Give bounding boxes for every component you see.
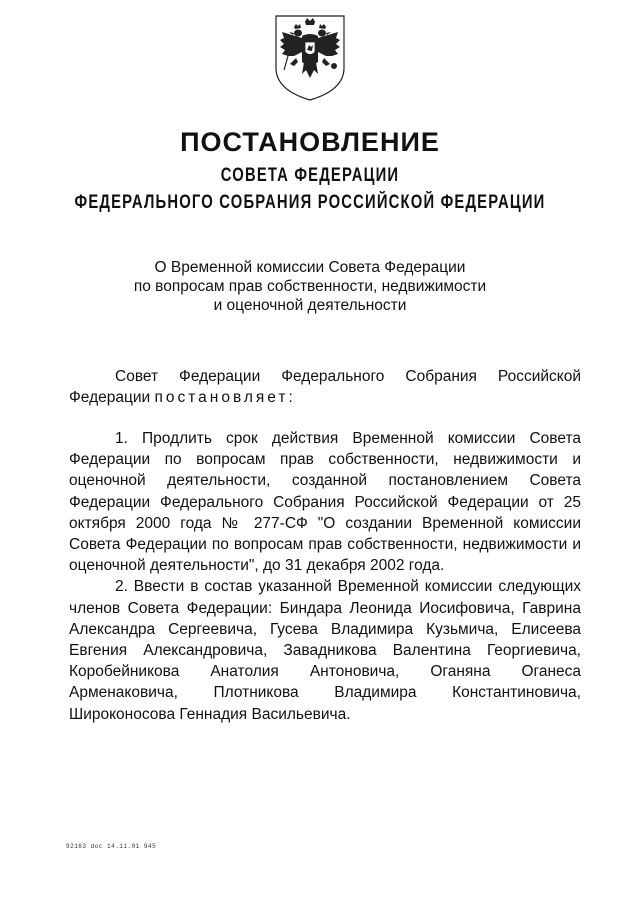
subject-line: и оценочной деятельности <box>213 297 407 314</box>
resolves-word: постановляет: <box>154 389 296 407</box>
subject-line: О Временной комиссии Совета Федерации <box>154 259 466 276</box>
document-footer-code: 92163 doc 14.11.01 945 <box>66 843 157 850</box>
issuer-line-2: ФЕДЕРАЛЬНОГО СОБРАНИЯ РОССИЙСКОЙ ФЕДЕРАЦИИ <box>74 192 546 213</box>
double-headed-eagle-icon <box>272 12 348 102</box>
resolution-item-1: 1. Продлить срок действия Временной комиссии Совета Федерации по вопросам прав собственности, недвижимости и оценочной деятельности, созданной постановлением Совета Федерации Федерального Собрания Российской Федерации от 25 октября 2000 года № 277-СФ "О создании Временной комиссии Совета Федерации по вопросам прав собственности, недвижимости и оценочной деятельности", до 31 декабря 2002 года. <box>69 430 581 575</box>
intro-prefix: Совет Федерации Федерального Собрания Российской Федерации <box>69 368 581 407</box>
resolution-item-2: 2. Ввести в состав указанной Временной комиссии следующих членов Совета Федерации: Биндара Леонида Иосифовича, Гаврина Александра Сергеевича, Гусева Владимира Кузьмича, Елисеева Евгения Александровича, Завадникова Валентина Георгиевича, Коробейникова Анатолия Антоновича, Оганяна Оганеса Арменаковича, Плотникова Владимира Константиновича, Широконосова Геннадия Васильевича. <box>69 578 581 723</box>
issuer-line-1: СОВЕТА ФЕДЕРАЦИИ <box>220 165 400 186</box>
coat-of-arms-emblem <box>272 12 348 102</box>
document-title: ПОСТАНОВЛЕНИЕ <box>180 127 440 157</box>
intro-text <box>69 366 581 408</box>
subject-line: по вопросам прав собственности, недвижимости <box>133 278 487 295</box>
resolution-items <box>69 428 581 725</box>
intro-paragraph <box>69 366 581 408</box>
document-subject <box>70 258 550 315</box>
